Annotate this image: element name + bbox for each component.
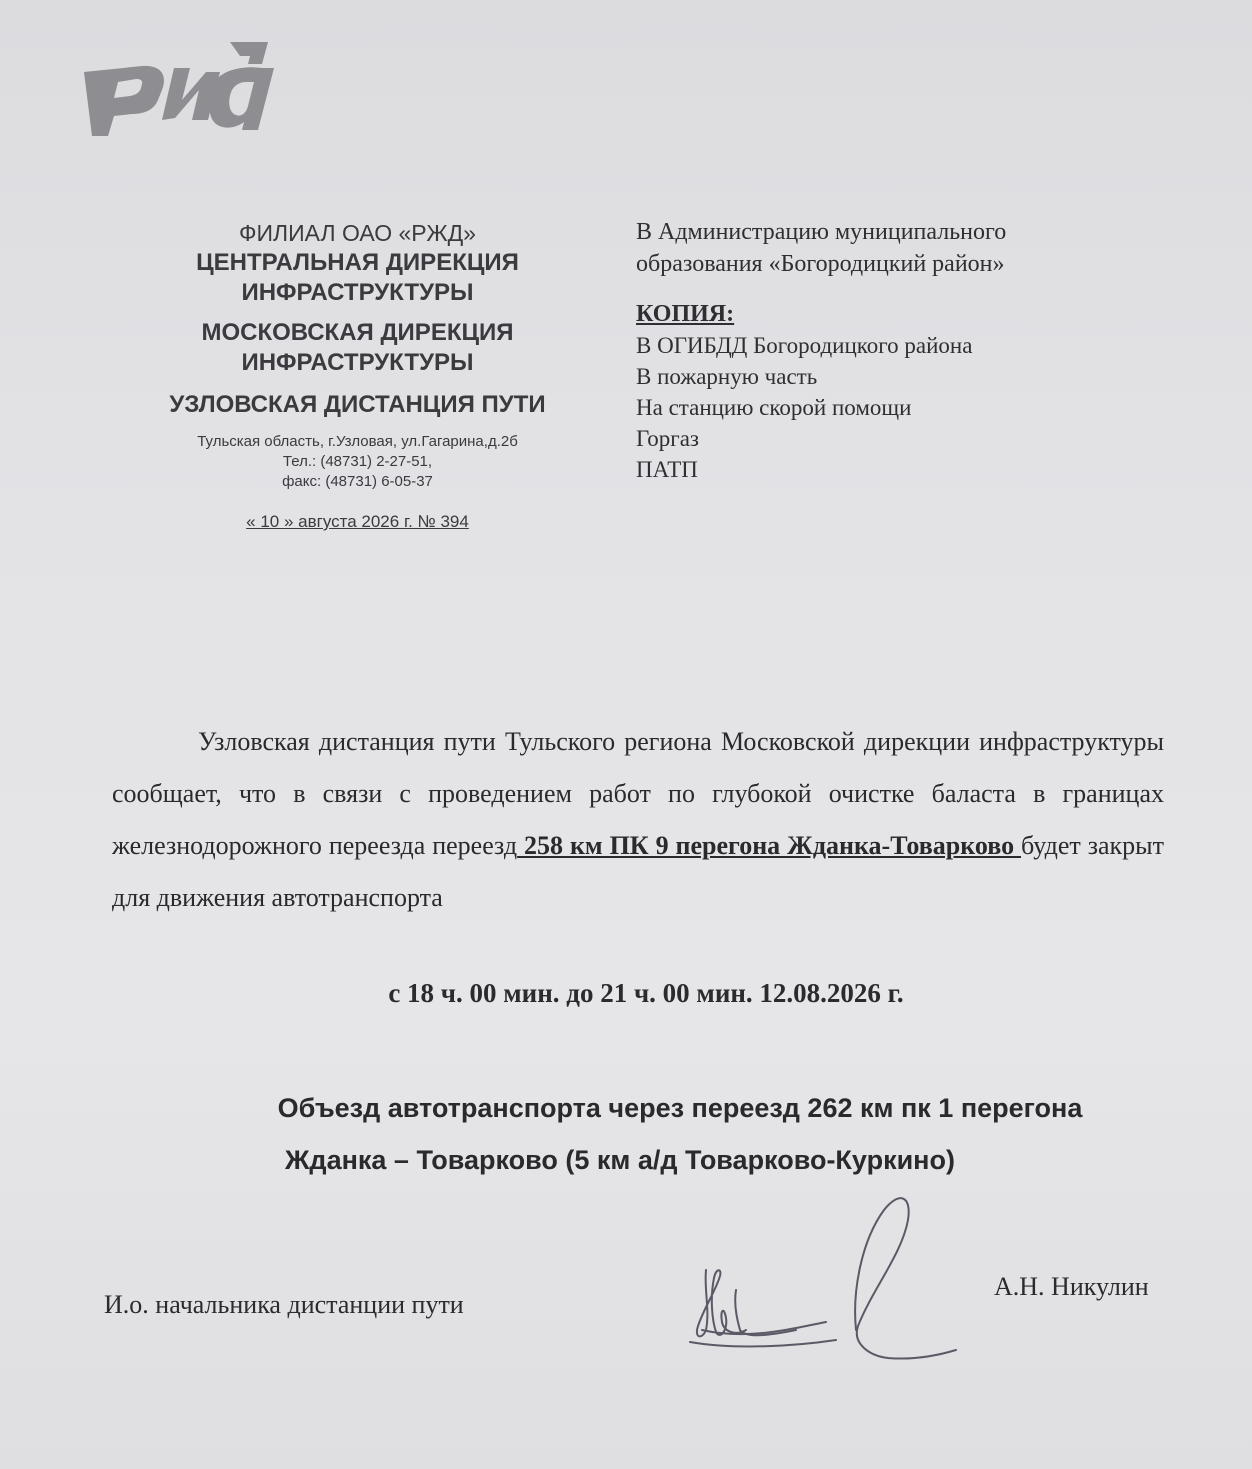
detour-info (180, 1082, 1180, 1186)
crossing-location: 258 км ПК 9 перегона Жданка-Товарково (517, 831, 1022, 860)
org-distance: УЗЛОВСКАЯ ДИСТАНЦИЯ ПУТИ (169, 391, 546, 418)
notice-text: Узловская дистанция пути Тульского региона Московской дирекции инфраструктуры сообщает, что в связи с проведением работ по глубокой очистке баласта в границах железнодорожного переезда переезд (112, 727, 1164, 860)
copy-recipient: В пожарную часть (636, 364, 818, 389)
closure-time: с 18 ч. 00 мин. до 21 ч. 00 мин. 12.08.2026 г. (388, 978, 904, 1008)
rzd-logo (78, 38, 278, 138)
org-moscow-directorate-2: ИНФРАСТРУКТУРЫ (241, 349, 474, 376)
copy-recipient: В ОГИБДД Богородицкого района (636, 333, 973, 358)
copy-recipient: ПАТП (636, 457, 698, 482)
sender-block (150, 218, 565, 532)
notice-body (112, 716, 1164, 924)
org-phone: Тел.: (48731) 2-27-51, (282, 453, 433, 470)
signatory-title: И.о. начальника дистанции пути (104, 1290, 464, 1319)
org-central-directorate: ЦЕНТРАЛЬНАЯ ДИРЕКЦИЯ (196, 249, 519, 276)
org-address: Тульская область, г.Узловая, ул.Гагарина,д.2б (197, 433, 518, 450)
recipient-line-2: образования «Богородицкий район» (636, 251, 1005, 277)
org-central-directorate-2: ИНФРАСТРУКТУРЫ (241, 279, 474, 306)
copy-recipient: Горгаз (636, 426, 700, 451)
org-fax: факс: (48731) 6-05-37 (282, 473, 433, 490)
letter-date-number: « 10 » августа 2026 г. № 394 (246, 512, 469, 531)
detour-line-2: Жданка – Товарково (5 км а/д Товарково-Куркино) (285, 1145, 955, 1175)
handwritten-signature (676, 1180, 976, 1380)
org-moscow-directorate: МОСКОВСКАЯ ДИРЕКЦИЯ (201, 319, 514, 346)
notice-text-end: будет закрыт для движения автотранспорта (112, 831, 1164, 912)
recipient-block (636, 216, 1086, 485)
closure-period (0, 978, 1252, 1009)
org-branch: ФИЛИАЛ ОАО «РЖД» (239, 220, 476, 246)
recipient-line-1: В Администрацию муниципального (636, 219, 1007, 245)
signatory-name: А.Н. Никулин (994, 1272, 1149, 1301)
copy-heading: КОПИЯ: (636, 301, 735, 327)
detour-line-1: Объезд автотранспорта через переезд 262 км пк 1 перегона (277, 1093, 1083, 1123)
copy-recipient: На станцию скорой помощи (636, 395, 912, 420)
